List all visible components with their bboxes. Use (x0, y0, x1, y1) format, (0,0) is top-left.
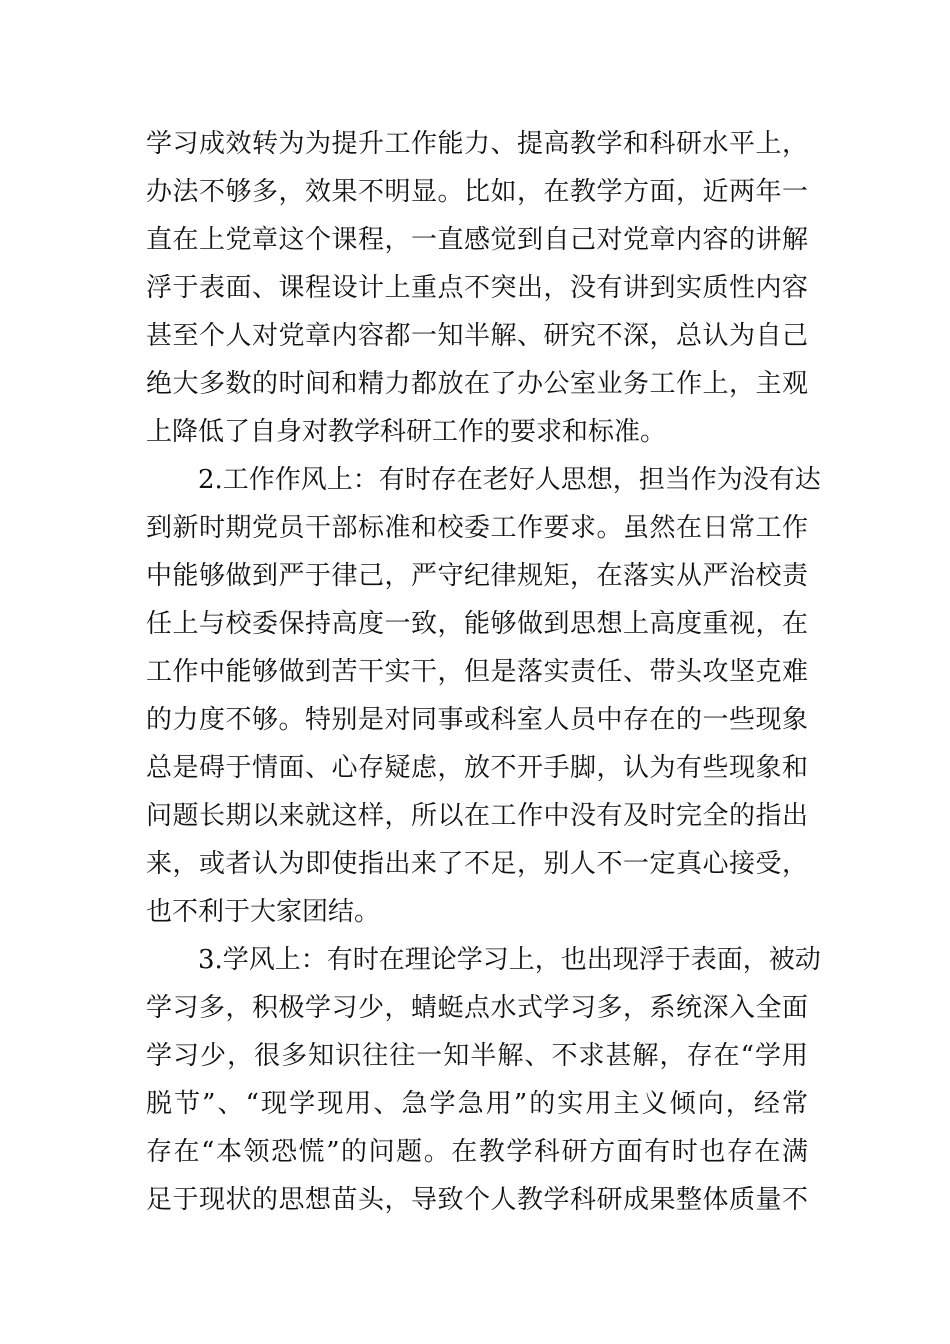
text-line: 来，或者认为即使指出来了不足，别人不一定真心接受， (146, 849, 808, 879)
text-line: 任上与校委保持高度一致，能够做到思想上高度重视，在 (146, 609, 808, 639)
text-line: 中能够做到严于律己，严守纪律规矩，在落实从严治校责 (146, 561, 808, 591)
text-line: 总是碍于情面、心存疑虑，放不开手脚，认为有些现象和 (146, 753, 808, 783)
text-line: 学习多，积极学习少，蜻蜓点水式学习多，系统深入全面 (146, 993, 808, 1023)
text-line: 办法不够多，效果不明显。比如，在教学方面，近两年一 (146, 177, 808, 207)
text-line: 学习成效转为为提升工作能力、提高教学和科研水平上， (146, 129, 808, 159)
text-line: 的力度不够。特别是对同事或科室人员中存在的一些现象 (146, 705, 808, 735)
text-line: 绝大多数的时间和精力都放在了办公室业务工作上，主观 (146, 369, 808, 399)
paragraph-first-line: 2.工作作风上：有时存在老好人思想，担当作为没有达 (198, 465, 821, 495)
paragraph-first-line: 3.学风上：有时在理论学习上，也出现浮于表面，被动 (198, 945, 821, 975)
text-line: 直在上党章这个课程，一直感觉到自己对党章内容的讲解 (146, 225, 808, 255)
text-line: 也不利于大家团结。 (146, 897, 381, 927)
text-line: 到新时期党员干部标准和校委工作要求。虽然在日常工作 (146, 513, 808, 543)
text-line: 脱节”、“现学现用、急学急用”的实用主义倾向，经常 (146, 1089, 808, 1119)
text-line: 存在“本领恐慌”的问题。在教学科研方面有时也存在满 (146, 1137, 808, 1167)
text-line: 问题长期以来就这样，所以在工作中没有及时完全的指出 (146, 801, 808, 831)
text-line: 工作中能够做到苦干实干，但是落实责任、带头攻坚克难 (146, 657, 808, 687)
text-line: 足于现状的思想苗头，导致个人教学科研成果整体质量不 (146, 1185, 808, 1215)
text-line: 上降低了自身对教学科研工作的要求和标准。 (146, 417, 667, 447)
text-line: 浮于表面、课程设计上重点不突出，没有讲到实质性内容 (146, 273, 808, 303)
document-body (146, 120, 821, 1224)
text-line: 甚至个人对党章内容都一知半解、研究不深，总认为自己 (146, 321, 808, 351)
text-line: 学习少，很多知识往往一知半解、不求甚解，存在“学用 (146, 1041, 808, 1071)
